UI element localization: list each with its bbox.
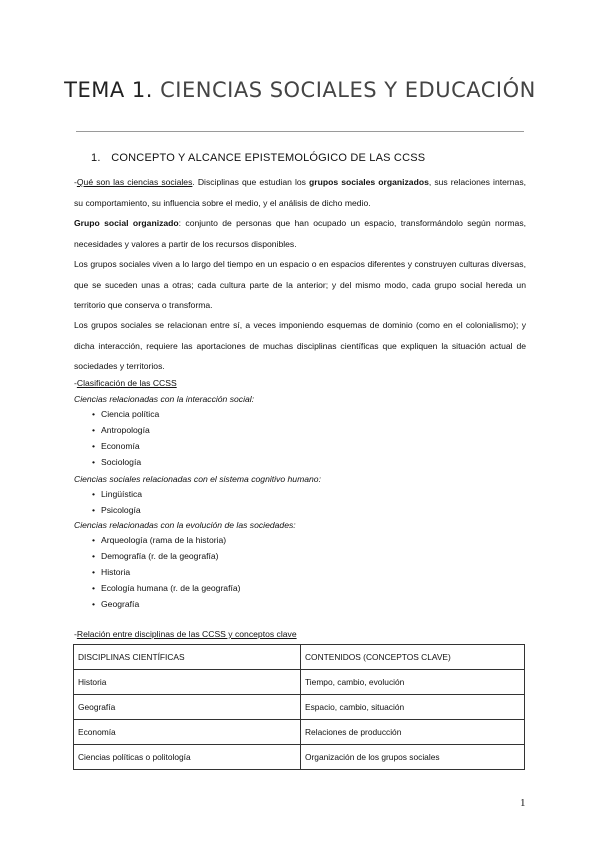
section-heading-text: CONCEPTO Y ALCANCE EPISTEMOLÓGICO DE LAS CCSS — [111, 152, 426, 164]
section-heading — [91, 152, 425, 164]
list-item: • Demografía (r. de la geografía) — [92, 548, 241, 564]
paragraph-text: . Disciplinas que estudian los — [192, 177, 310, 187]
dash: - — [74, 629, 77, 639]
list-item: • Ecología humana (r. de la geografía) — [92, 580, 241, 596]
table-row — [74, 720, 525, 745]
list-item: • Psicología — [92, 502, 142, 518]
paragraph-group-definition — [74, 213, 526, 254]
table-cell: Economía — [74, 720, 301, 745]
relation-table — [73, 644, 525, 770]
table-header-cell: DISCIPLINAS CIENTÍFICAS — [74, 645, 301, 670]
list-item: • Geografía — [92, 596, 241, 612]
paragraph-text: , sus relaciones internas, su comportamiento, su influencia sobre el medio, y el análisis de dicho medio. — [74, 177, 527, 208]
paragraph-text: : conjunto de personas que han ocupado un espacio, transformándolo según normas, necesidades y valores a partir de los recursos disponibles. — [74, 218, 526, 249]
topic-link: Qué son las ciencias sociales — [76, 177, 193, 187]
bold-term: Grupo social organizado — [74, 218, 179, 228]
table-cell: Geografía — [74, 695, 301, 720]
dash: - — [74, 378, 77, 388]
list-item: • Sociología — [92, 454, 159, 470]
group-title: Ciencias sociales relacionadas con el sistema cognitivo humano: — [74, 474, 321, 484]
table-cell: Ciencias políticas o politología — [74, 745, 301, 770]
table-row — [74, 695, 525, 720]
group-title: Ciencias relacionadas con la evolución de las sociedades: — [74, 520, 296, 530]
list-item: • Arqueología (rama de la historia) — [92, 532, 241, 548]
page-number: 1 — [520, 797, 526, 809]
table-cell: Tiempo, cambio, evolución — [301, 670, 525, 695]
title-divider — [76, 131, 524, 132]
classification-label — [74, 378, 177, 388]
list-item: • Lingüística — [92, 486, 142, 502]
relation-label — [74, 629, 297, 639]
list-item: • Historia — [92, 564, 241, 580]
table-cell: Organización de los grupos sociales — [301, 745, 525, 770]
title-prefix: TEMA 1. — [64, 78, 153, 102]
paragraph-social-groups: Los grupos sociales viven a lo largo del tiempo en un espacio o en espacios diferentes y construyen culturas diversas, que se suceden unas a otras; cada cultura parte de la anterior; y del mismo modo, cada grupo social hereda un territorio que conserva o transforma. — [74, 259, 526, 310]
paragraph-relations: Los grupos sociales se relacionan entre sí, a veces imponiendo esquemas de dominio (como en el colonialismo); y dicha interacción, requiere las aportaciones de muchas disciplinas científicas que expliquen la situación actual de sociedades y territorios. — [74, 320, 526, 371]
relation-label-text: Relación entre disciplinas de las CCSS y conceptos clave — [76, 629, 297, 639]
paragraph-definition — [74, 172, 526, 213]
section-number: 1. — [91, 152, 101, 164]
bullet-list — [92, 486, 142, 518]
document-title — [0, 78, 600, 102]
table-header-cell: CONTENIDOS (CONCEPTOS CLAVE) — [301, 645, 525, 670]
table-row — [74, 670, 525, 695]
table-cell: Relaciones de producción — [301, 720, 525, 745]
table-cell: Historia — [74, 670, 301, 695]
bold-term: grupos sociales organizados — [309, 177, 429, 187]
classification-label-text: Clasificación de las CCSS — [76, 378, 177, 388]
group-title: Ciencias relacionadas con la interacción social: — [74, 394, 255, 404]
table-row — [74, 745, 525, 770]
table-cell: Espacio, cambio, situación — [301, 695, 525, 720]
list-item: • Antropología — [92, 422, 159, 438]
bullet-list — [92, 406, 159, 470]
list-item: • Ciencia política — [92, 406, 159, 422]
dash: - — [74, 177, 77, 187]
table-header-row — [74, 645, 525, 670]
title-text: CIENCIAS SOCIALES Y EDUCACIÓN — [160, 78, 536, 102]
bullet-list — [92, 532, 241, 612]
list-item: • Economía — [92, 438, 159, 454]
